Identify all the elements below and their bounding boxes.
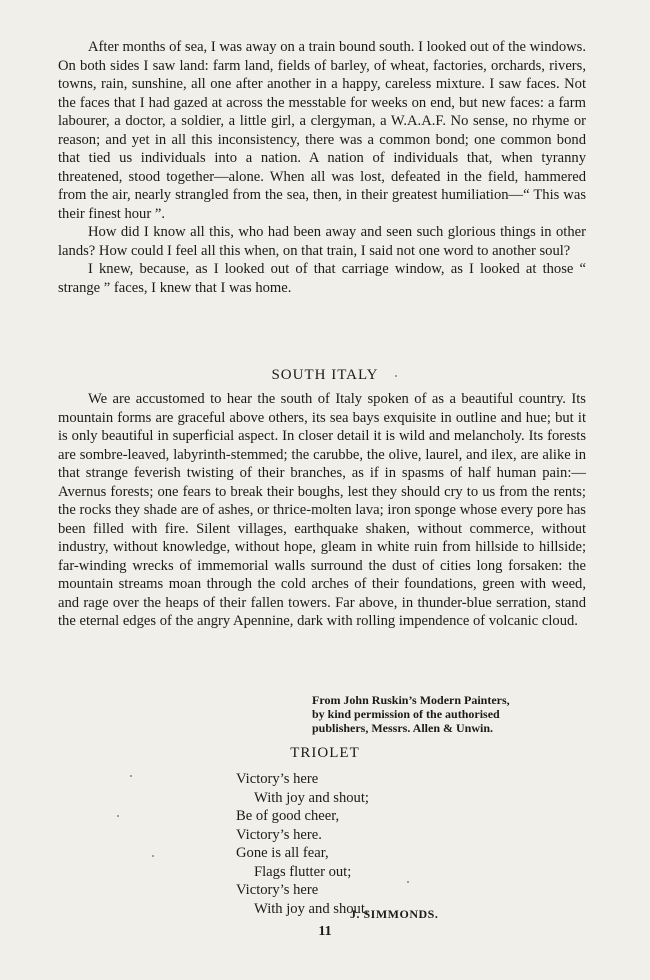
poem-line: Be of good cheer, (236, 808, 340, 824)
paper-speck (395, 375, 397, 377)
poem-line: Flags flutter out; (254, 863, 352, 880)
section-heading-south-italy: SOUTH ITALY (271, 367, 379, 383)
attribution-line: publishers, Messrs. Allen & Unwin. (312, 721, 494, 735)
paper-speck (152, 855, 154, 857)
triolet-poem (236, 770, 536, 918)
intro-paragraph: How did I know all this, who had been away and seen such glorious things in other lands? How could I feel all this when, on that train, I said not one word to another soul? (58, 224, 586, 259)
poem-author: J. SIMMONDS. (350, 907, 439, 921)
poem-line: Victory’s here (236, 771, 319, 787)
intro-section (58, 38, 586, 297)
poem-line: Victory’s here. (236, 826, 322, 843)
south-italy-paragraph: We are accustomed to hear the south of Italy spoken of as a beautiful country. Its mountain forms are graceful above others, its sea bays exquisite in outline and hue; but it is only beautiful in superficial aspect. In closer detail it is wild and melancholy. Its forests are sombre-leaved, labyrinth-stemmed; the carubbe, the olive, laurel, and ilex, are alike in that strange feverish twisting of their branches, as if in spasms of half human pain:—Avernus forests; one fears to break their boughs, lest they should cry to us from the rents; the rocks they shade are of ashes, or thrice-molten lava; iron sponge whose every pore has been filled with fire. Silent villages, earthquake shaken, without commerce, without industry, without knowledge, without hope, gleam in white ruin from hillside to hillside; far-winding wrecks of immemorial walls surround the dust of cities long forsaken: the mountain streams moan through the cold arches of their foundations, green with weed, and rage over the heaps of their fallen towers. Far above, in thunder-blue serration, stand the eternal edges of the angry Apennine, dark with rolling impendence of volcanic cloud. (58, 391, 586, 629)
attribution-line: by kind permission of the authorised (312, 707, 500, 721)
page-number: 11 (318, 924, 332, 939)
intro-paragraph: After months of sea, I was away on a train bound south. I looked out of the windows. On both sides I saw land: farm land, fields of barley, of wheat, factories, orchards, rivers, towns, rain, sunshine, all one after another in a happy, careless mixture. I saw faces. Not the faces that I had gazed at across the messtable for weeks on end, but new faces: a farm labourer, a doctor, a soldier, a little girl, a clergyman, a W.A.A.F. No sense, no rhyme or reason; and yet in all this inconsistency, there was a common bond; one common bond that tied us individuals into a nation. A nation of individuals that, when tyranny threatened, stood together—alone. When all was lost, defeated in the field, hammered from the air, nearly strangled from the sea, then, in their greatest humiliation—“ This was their finest hour ”. (58, 39, 586, 222)
paper-speck (117, 815, 119, 817)
attribution-line: From John Ruskin’s Modern Painters, (312, 693, 510, 707)
section-heading-triolet: TRIOLET (290, 745, 360, 761)
paper-speck (407, 881, 409, 883)
poem-line: With joy and shout. (254, 900, 369, 917)
poem-line: Victory’s here (236, 882, 319, 898)
attribution (312, 693, 602, 735)
south-italy-section (58, 390, 586, 631)
poem-line: Gone is all fear, (236, 845, 329, 861)
poem-line: With joy and shout; (254, 789, 369, 806)
paper-speck (130, 775, 132, 777)
intro-paragraph: I knew, because, as I looked out of that carriage window, as I looked at those “ strange ” faces, I knew that I was home. (58, 261, 586, 296)
